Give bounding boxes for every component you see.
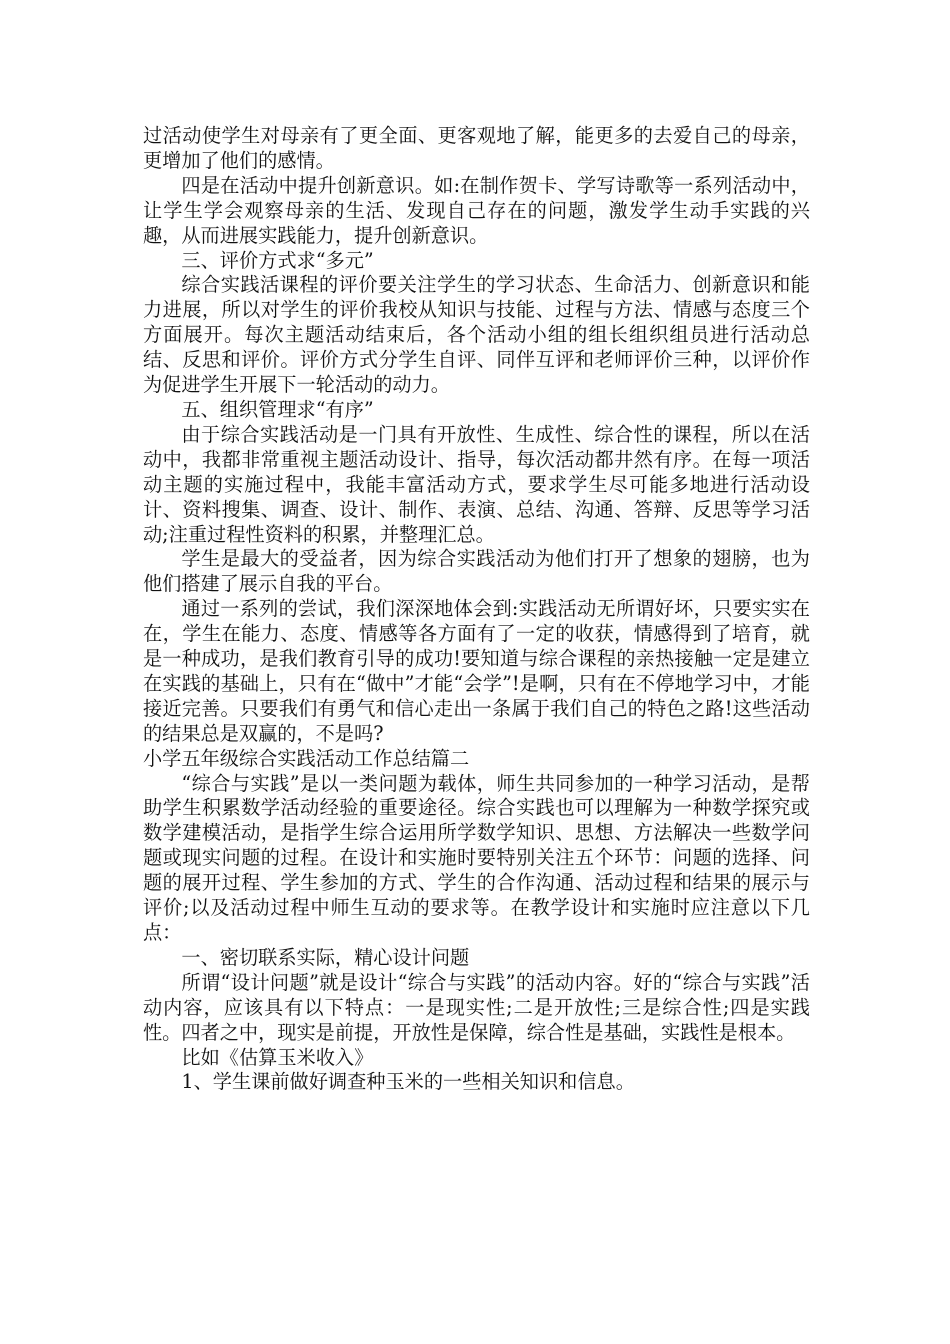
paragraph: 所谓“设计问题”就是设计“综合与实践”的活动内容。好的“综合与实践”活动内容，应该具有以下特点：一是现实性;二是开放性;三是综合性;四是实践性。四者之中，现实是前提，开放性是保障，综合性是基础，实践性是根本。 xyxy=(143,970,810,1044)
paragraph: 由于综合实践活动是一门具有开放性、生成性、综合性的课程，所以在活动中，我都非常重视主题活动设计、指导，每次活动都井然有序。在每一项活动主题的实施过程中，我能丰富活动方式，要求学生尽可能多地进行活动设计、资料搜集、调查、设计、制作、表演、总结、沟通、答辩、反思等学习活动;注重过程性资料的积累，并整理汇总。 xyxy=(143,422,810,546)
section-heading: 一、密切联系实际，精心设计问题 xyxy=(181,945,470,969)
section-heading: 五、组织管理求“有序” xyxy=(181,397,374,421)
paragraph: 综合实践活课程的评价要关注学生的学习状态、生命活力、创新意识和能力进展，所以对学生的评价我校从知识与技能、过程与方法、情感与态度三个方面展开。每次主题活动结束后，各个活动小组的组长组织组员进行活动总结、反思和评价。评价方式分学生自评、同伴互评和老师评价三种，以评价作为促进学生开展下一轮活动的动力。 xyxy=(143,273,810,397)
list-item: 1、学生课前做好调查种玉米的一些相关知识和信息。 xyxy=(181,1070,635,1094)
paragraph: 比如《估算玉米收入》 xyxy=(181,1045,374,1069)
document-subtitle: 小学五年级综合实践活动工作总结篇二 xyxy=(143,746,470,770)
paragraph: 过活动使学生对母亲有了更全面、更客观地了解，能更多的去爱自己的母亲，更增加了他们的感情。 xyxy=(143,124,810,172)
paragraph: 四是在活动中提升创新意识。如:在制作贺卡、学写诗歌等一系列活动中，让学生学会观察母亲的生活、发现自己存在的问题，激发学生动手实践的兴趣，从而进展实践能力，提升创新意识。 xyxy=(143,173,810,247)
paragraph: 通过一系列的尝试，我们深深地体会到:实践活动无所谓好坏，只要实实在在，学生在能力、态度、情感等各方面有了一定的收获，情感得到了培育，就是一种成功，是我们教育引导的成功!要知道与综合课程的亲热接触一定是建立在实践的基础上，只有在“做中”才能“会学”!是啊，只有在不停地学习中，才能接近完善。只要我们有勇气和信心走出一条属于我们自己的特色之路!这些活动的结果总是双赢的，不是吗? xyxy=(143,597,810,745)
section-heading: 三、评价方式求“多元” xyxy=(181,248,374,272)
document-body xyxy=(143,124,810,1095)
paragraph: “综合与实践”是以一类问题为载体，师生共同参加的一种学习活动，是帮助学生积累数学活动经验的重要途径。综合实践也可以理解为一种数学探究或数学建模活动，是指学生综合运用所学数学知识、思想、方法解决一些数学问题或现实问题的过程。在设计和实施时要特别关注五个环节：问题的选择、问题的展开过程、学生参加的方式、学生的合作沟通、活动过程和结果的展示与评价;以及活动过程中师生互动的要求等。在教学设计和实施时应注意以下几点： xyxy=(143,771,810,944)
paragraph: 学生是最大的受益者，因为综合实践活动为他们打开了想象的翅膀，也为他们搭建了展示自我的平台。 xyxy=(143,547,810,596)
